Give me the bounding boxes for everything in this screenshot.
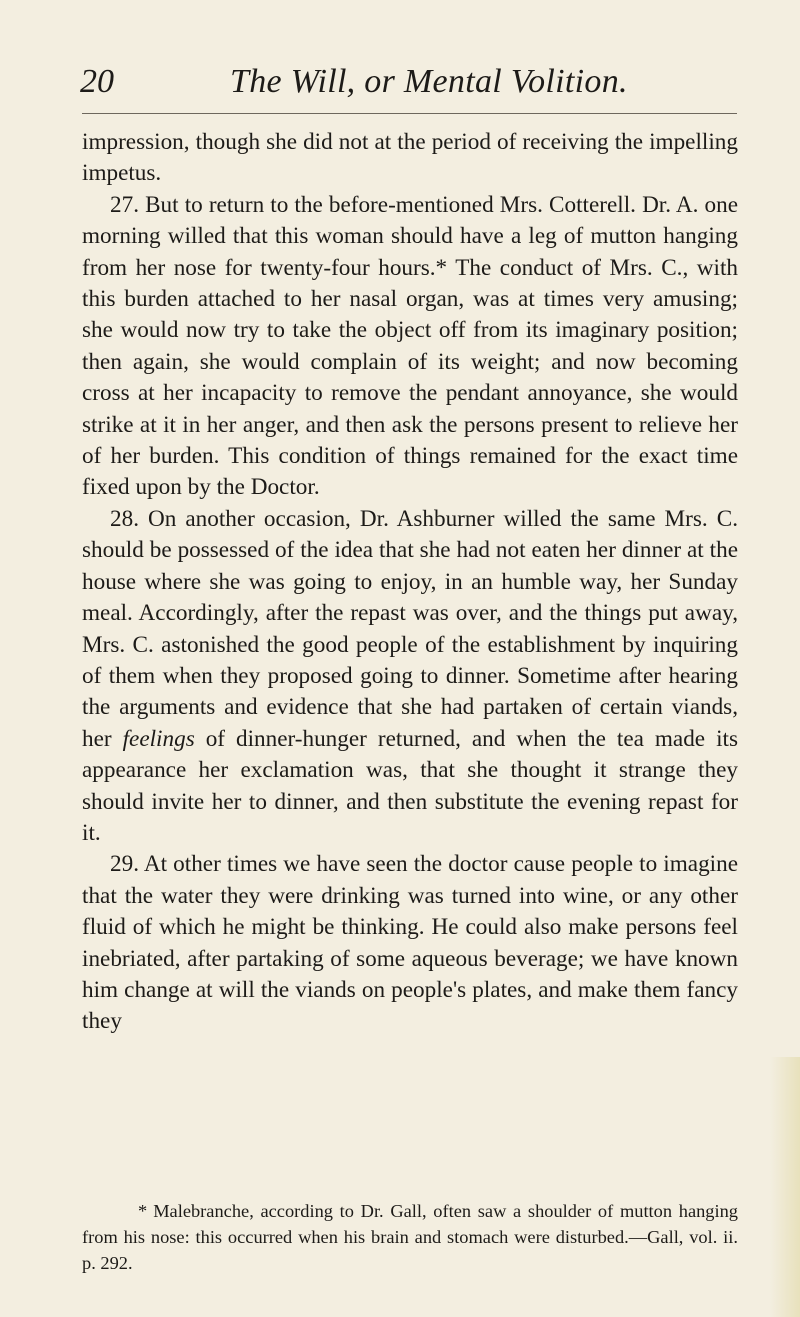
footnote-text: Malebranche, according to Dr. Gall, often saw a shoulder of mutton hanging from his nose: this occurred when his brain and stomach were disturbed.—Gall, vol. ii. p. 292. (82, 1201, 738, 1273)
paragraph-29: 29. At other times we have seen the doctor cause people to imagine that the water they were drinking was turned into wine, or any other fluid of which he might be thinking. He could also make persons feel inebriated, after partaking of some aqueous beverage; we have known him change at will the viands on people's plates, and make them fancy they (82, 851, 738, 1035)
paragraph-continuation: impression, though she did not at the period of receiving the impelling impetus. (82, 129, 738, 187)
page-number: 20 (80, 63, 114, 100)
page-stain (770, 1057, 800, 1317)
header-rule (82, 113, 737, 114)
italic-feelings: feelings (122, 725, 195, 752)
footnote (82, 1198, 738, 1276)
body-text (82, 127, 738, 1038)
paragraph-28 (82, 504, 738, 849)
footnote-marker: * (138, 1201, 148, 1221)
running-title: The Will, or Mental Volition. (230, 63, 628, 100)
paragraph-28-text-start: 28. On another occasion, Dr. Ashburner willed the same Mrs. C. should be possessed of the idea that she had not eaten her dinner at the house where she was going to enjoy, in an humble way, her Sunday meal. Accordingly, after the repast was over, and the things put away, Mrs. C. astonished the good people of the establishment by inquiring of them when they proposed going to dinner. Sometime after hearing the arguments and evidence that she had partaken of certain viands, her (82, 505, 738, 752)
paragraph-28-text-end: of dinner-hunger returned, and when the tea made its appearance her exclamation was, that she thought it strange they should invite her to dinner, and then substitute the evening repast for it. (82, 725, 738, 846)
paragraph-27: 27. But to return to the before-mentioned Mrs. Cotterell. Dr. A. one morning willed that this woman should have a leg of mutton hanging from her nose for twenty-four hours.* The conduct of Mrs. C., with this burden attached to her nasal organ, was at times very amusing; she would now try to take the object off from its imaginary position; then again, she would complain of its weight; and now becoming cross at her incapacity to remove the pendant annoyance, she would strike at it in her anger, and then ask the persons present to relieve her of her burden. This condition of things remained for the exact time fixed upon by the Doctor. (82, 191, 738, 501)
page-header (80, 60, 740, 110)
